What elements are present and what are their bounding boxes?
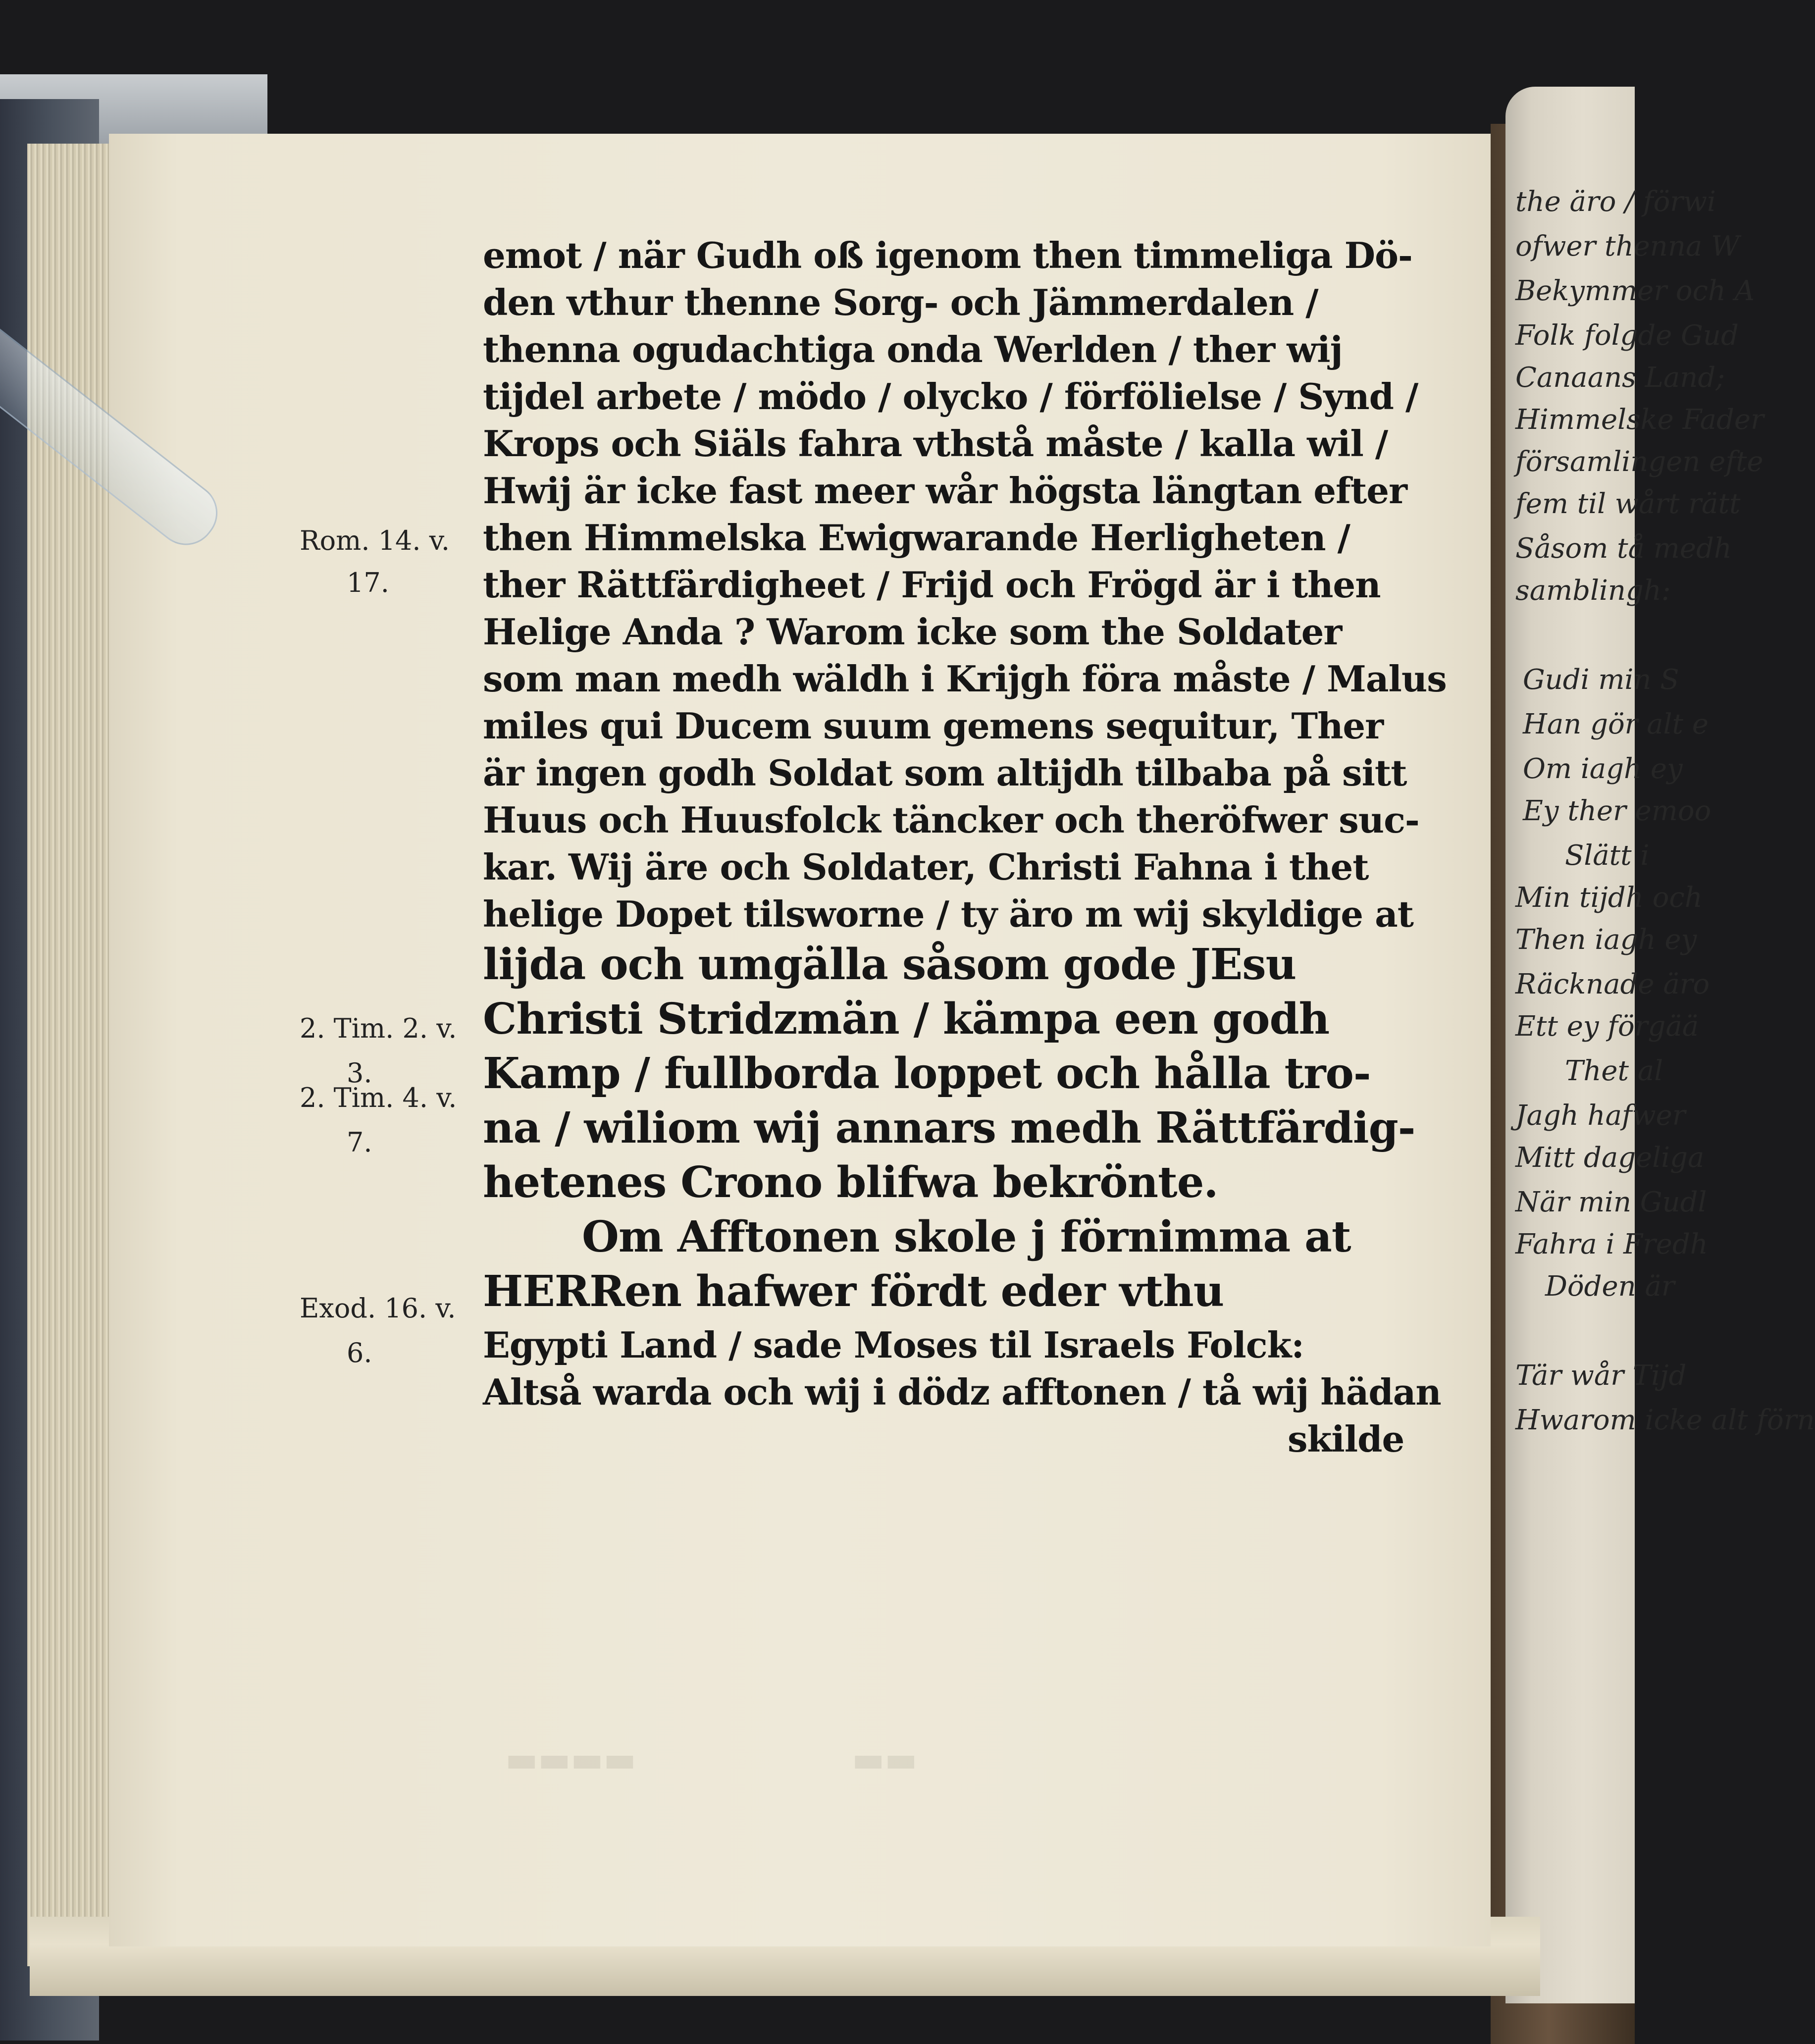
text-line: miles qui Ducem suum gemens sequitur, Ther	[483, 705, 1384, 747]
catchword: skilde	[1288, 1418, 1404, 1460]
text-line: ther Rättfärdigheet / Frijd och Frögd är i then	[483, 564, 1381, 606]
facing-page-line: När min Gudl	[1515, 1186, 1707, 1218]
text-line: Krops och Siäls fahra vthstå måste / kalla wil /	[483, 422, 1388, 465]
text-line: Huus och Huusfolck täncker och theröfwer suc-	[483, 799, 1419, 841]
facing-page-line: Bekymmer och A	[1515, 275, 1755, 307]
facing-page-line: Fahra i Fredh	[1515, 1228, 1708, 1260]
text-line: na / wiliom wij annars medh Rättfärdig-	[483, 1103, 1415, 1153]
facing-page-line: the äro / förwi	[1515, 186, 1716, 218]
show-through-text: ▬▬	[852, 1738, 918, 1780]
marginal-reference: 2. Tim. 2. v.	[300, 1013, 457, 1044]
marginal-reference: 2. Tim. 4. v.	[300, 1082, 457, 1113]
text-line: kar. Wij äre och Soldater, Christi Fahna i thet	[483, 846, 1369, 888]
text-line: Hwij är icke fast meer wår högsta längtan efter	[483, 470, 1407, 512]
text-line: lijda och umgälla såsom gode JEsu	[483, 940, 1296, 990]
text-line: är ingen godh Soldat som altijdh tilbaba på sitt	[483, 752, 1407, 794]
facing-page-line: Döden är	[1545, 1270, 1675, 1303]
text-line: Christi Stridzmän / kämpa een godh	[483, 994, 1330, 1044]
text-line: emot / när Gudh oß igenom then timmeliga Dö-	[483, 234, 1412, 276]
text-line: helige Dopet tilsworne / ty äro m wij skyldige at	[483, 893, 1414, 935]
text-line: som man medh wäldh i Krijgh föra måste / Malus	[483, 658, 1447, 700]
marginal-reference-verse: 6.	[347, 1337, 372, 1368]
facing-page-line: Folk folgde Gud	[1515, 319, 1739, 352]
facing-page-line: Canaans Land;	[1515, 362, 1725, 394]
marginal-reference-verse: 17.	[347, 567, 389, 598]
marginal-reference: Exod. 16. v.	[300, 1293, 456, 1324]
facing-page-line: församlingen efte	[1515, 446, 1763, 478]
text-line: Om Afftonen skole j förnimma at	[582, 1212, 1351, 1262]
text-line: Egypti Land / sade Moses til Israels Folck:	[483, 1324, 1304, 1366]
text-line: tijdel arbete / mödo / olycko / förfölielse / Synd /	[483, 375, 1418, 418]
show-through-text: ▬▬▬▬	[505, 1738, 636, 1780]
facing-page-line: samblingh:	[1515, 575, 1671, 607]
text-line: HERRen hafwer fördt eder vthu	[483, 1266, 1224, 1316]
marginal-reference-verse: 7.	[347, 1127, 372, 1158]
text-line: then Himmelska Ewigwarande Herligheten /	[483, 517, 1350, 559]
facing-page-line: Gudi min S	[1523, 664, 1679, 696]
facing-page-line: Himmelske Fader	[1515, 404, 1764, 436]
marginal-reference: Rom. 14. v.	[300, 525, 450, 556]
facing-page-line: ofwer thenna W	[1515, 230, 1740, 262]
facing-page-line: Slätt i	[1565, 839, 1650, 872]
facing-page-line: Ett ey förgää	[1515, 1010, 1699, 1043]
text-line: Altså warda och wij i dödz afftonen / tå wij hädan	[483, 1371, 1441, 1413]
facing-page-line: Hwarom icke alt förn	[1515, 1404, 1815, 1436]
facing-page-line: Räcknade äro	[1515, 968, 1710, 1000]
facing-page-line: Thet al	[1565, 1055, 1663, 1087]
text-line: Helige Anda ? Warom icke som the Soldater	[483, 611, 1342, 653]
facing-page-line: Min tijdh och	[1515, 882, 1703, 914]
facing-page-line: Såsom tå medh	[1515, 532, 1732, 565]
facing-page-line: Ey ther emoo	[1523, 795, 1711, 827]
facing-page-line: Om iagh ey	[1523, 753, 1683, 785]
text-line: Kamp / fullborda loppet och hålla tro-	[483, 1048, 1371, 1099]
facing-page-line: Han gör alt e	[1523, 708, 1709, 740]
text-line: hetenes Crono blifwa bekrönte.	[483, 1157, 1218, 1207]
facing-page-line: Jagh hafwer	[1515, 1100, 1686, 1132]
facing-page-line: Tär wår Tijd	[1515, 1360, 1687, 1392]
facing-page-line: fem til wårt rätt	[1515, 488, 1741, 520]
marginal-reference-verse: 3.	[347, 1057, 372, 1089]
text-line: den vthur thenne Sorg- och Jämmerdalen /	[483, 281, 1318, 323]
text-line: thenna ogudachtiga onda Werlden / ther wij	[483, 328, 1343, 370]
facing-page-line: Then iagh ey	[1515, 924, 1697, 956]
facing-page-line: Mitt dageliga	[1515, 1142, 1705, 1174]
